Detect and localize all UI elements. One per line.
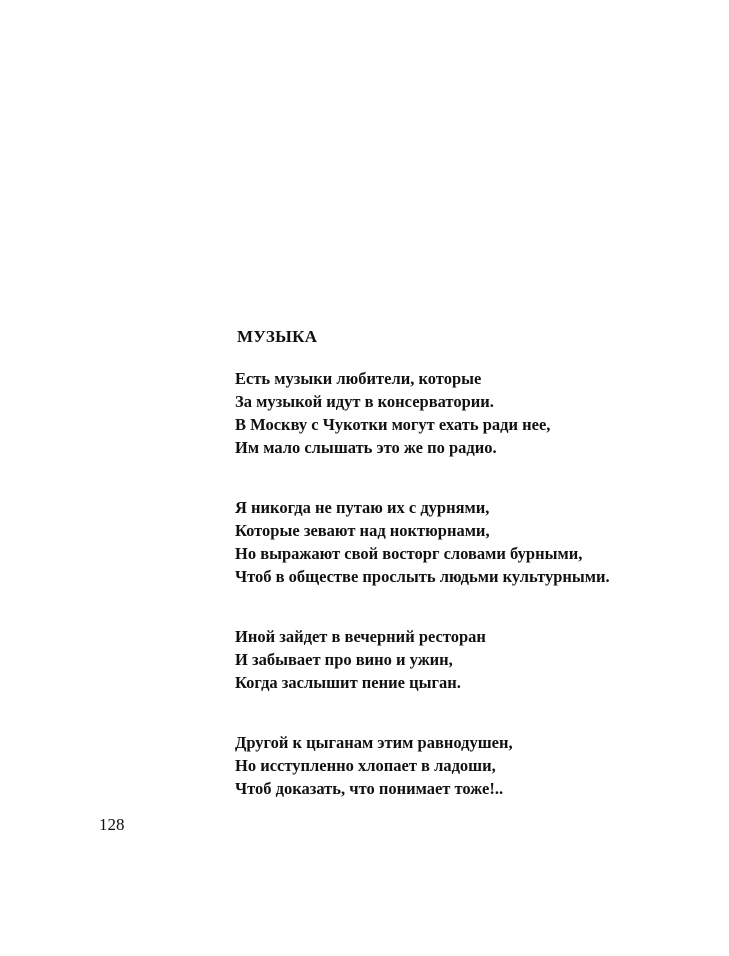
poem-body: [235, 367, 705, 837]
poem-line: Чтоб доказать, что понимает тоже!..: [235, 779, 504, 798]
stanza-1: [235, 367, 705, 459]
poem-line: Чтоб в обществе прослыть людьми культурными.: [235, 567, 610, 586]
poem-line: Есть музыки любители, которые: [235, 369, 482, 388]
poem-line: Когда заслышит пение цыган.: [235, 673, 461, 692]
poem-line: Которые зевают над ноктюрнами,: [235, 521, 490, 540]
poem-line: Им мало слышать это же по радио.: [235, 438, 497, 457]
poem-line: И забывает про вино и ужин,: [235, 650, 453, 669]
poem-line: Я никогда не путаю их с дурнями,: [235, 498, 490, 517]
stanza-3: [235, 625, 705, 694]
poem-line: За музыкой идут в консерватории.: [235, 392, 494, 411]
poem-line: Иной зайдет в вечерний ресторан: [235, 627, 486, 646]
poem-line: Другой к цыганам этим равнодушен,: [235, 733, 513, 752]
page-number: 128: [99, 815, 125, 834]
stanza-2: [235, 496, 705, 588]
poem-line: Но исступленно хлопает в ладоши,: [235, 756, 496, 775]
stanza-4: [235, 731, 705, 800]
poem-line: В Москву с Чукотки могут ехать ради нее,: [235, 415, 551, 434]
poem-line: Но выражают свой восторг словами бурными,: [235, 544, 583, 563]
poem-title: МУЗЫКА: [237, 327, 318, 346]
